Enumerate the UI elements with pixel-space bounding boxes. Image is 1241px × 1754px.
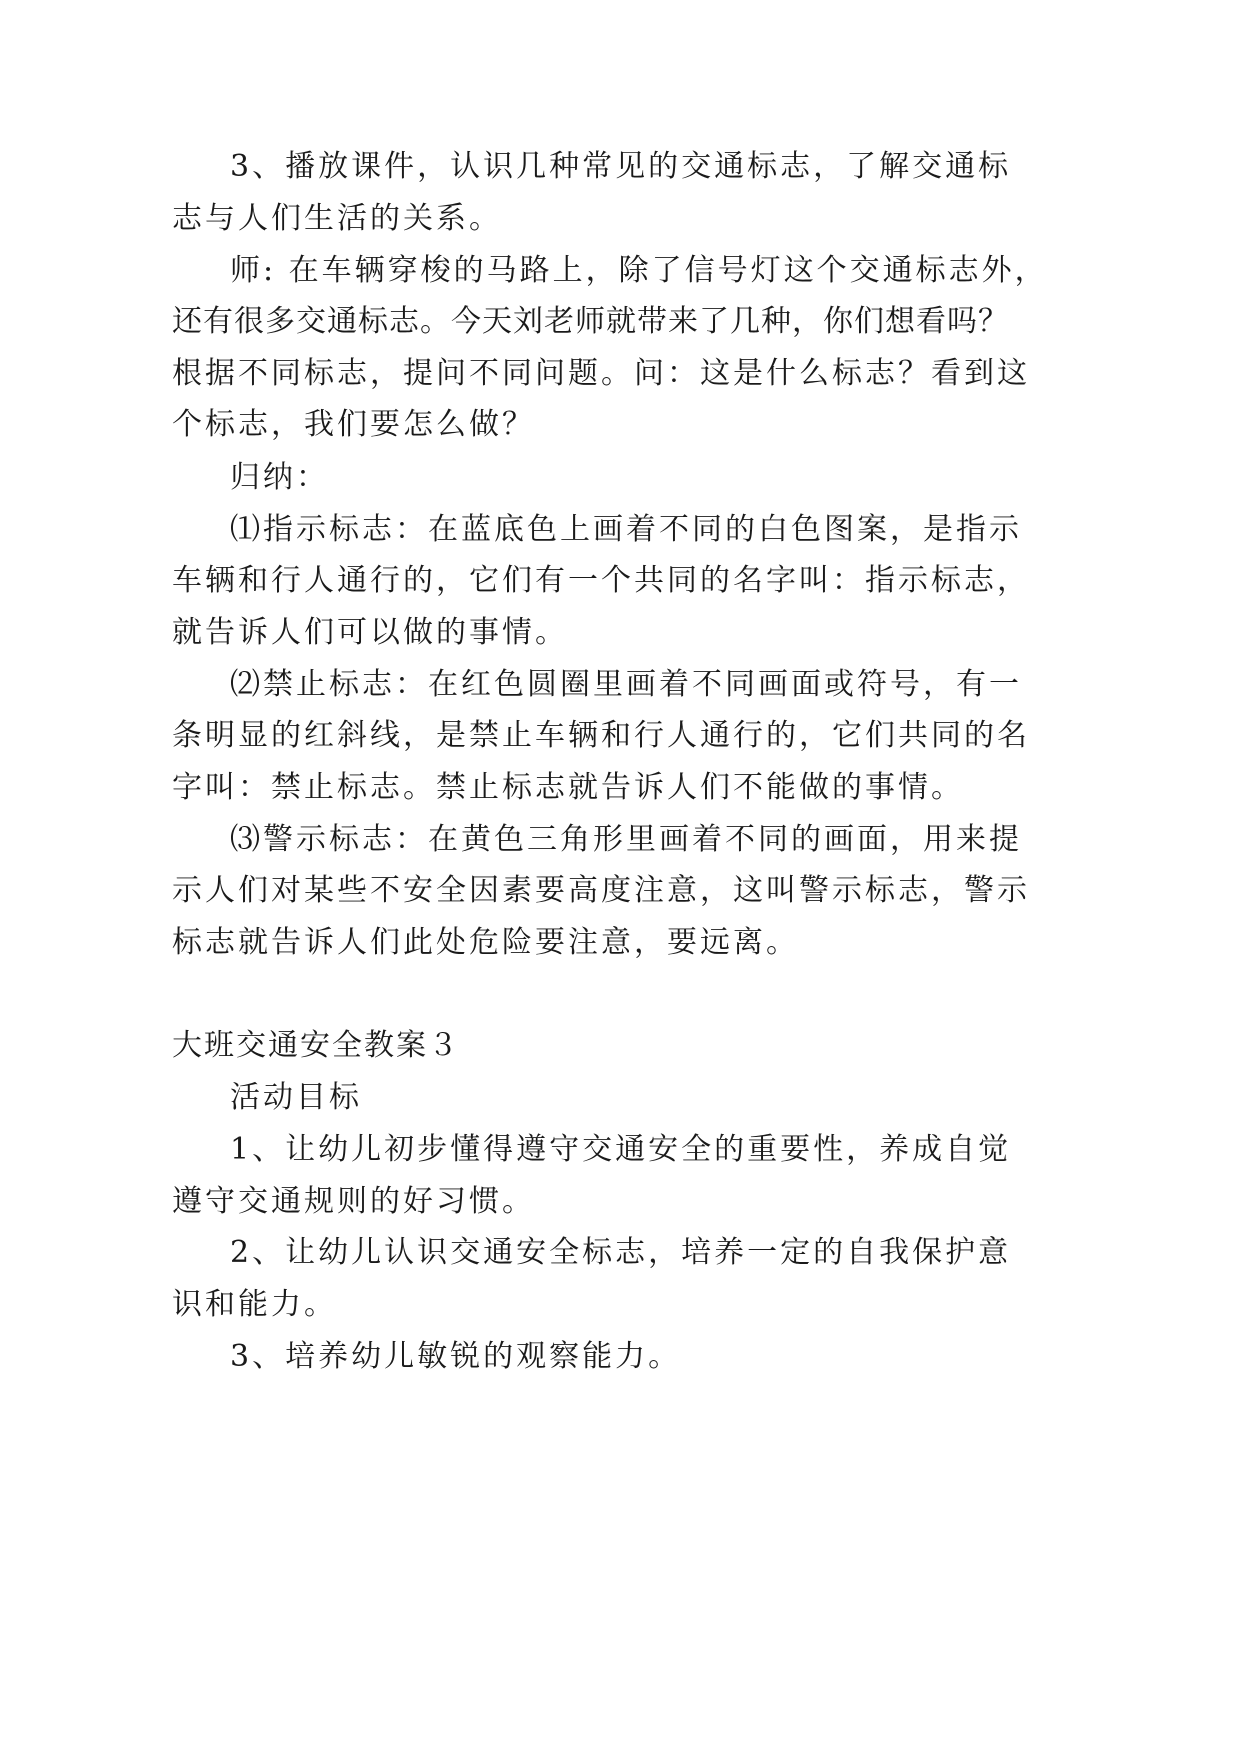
body-line: ⑵禁止标志：在红色圆圈里画着不同画面或符号，有一 [230,667,1022,702]
body-line: ⑴指示标志：在蓝底色上画着不同的白色图案，是指示 [230,512,1022,547]
body-line: 3、播放课件，认识几种常见的交通标志，了解交通标 [230,149,1012,184]
body-line: ⑶警示标志：在黄色三角形里画着不同的画面，用来提 [230,822,1022,857]
section-title: 大班交通安全教案３ [172,1028,460,1063]
body-line: 还有很多交通标志。今天刘老师就带来了几种，你们想看吗？ [172,304,1009,339]
body-line: 归纳： [230,460,329,495]
body-line: 活动目标 [230,1080,362,1115]
body-line: 遵守交通规则的好习惯。 [172,1184,535,1219]
body-line: 就告诉人们可以做的事情。 [172,615,568,650]
body-line: 师: 在车辆穿梭的马路上，除了信号灯这个交通标志外， [230,253,1048,288]
body-line: 个标志，我们要怎么做？ [172,407,535,442]
body-line: 3、培养幼儿敏锐的观察能力。 [230,1339,682,1374]
body-line: 字叫：禁止标志。禁止标志就告诉人们不能做的事情。 [172,770,964,805]
body-line: 根据不同标志，提问不同问题。问：这是什么标志？看到这 [172,356,1030,391]
body-line: 标志就告诉人们此处危险要注意，要远离。 [172,925,799,960]
body-line: 条明显的红斜线，是禁止车辆和行人通行的，它们共同的名 [172,718,1030,753]
body-line: 1、让幼儿初步懂得遵守交通安全的重要性，养成自觉 [230,1132,1012,1167]
body-line: 示人们对某些不安全因素要高度注意，这叫警示标志，警示 [172,873,1030,908]
body-line: 2、让幼儿认识交通安全标志，培养一定的自我保护意 [230,1235,1012,1270]
body-line: 车辆和行人通行的，它们有一个共同的名字叫：指示标志， [172,563,1030,598]
body-line: 志与人们生活的关系。 [172,201,502,236]
body-line: 识和能力。 [172,1287,337,1322]
